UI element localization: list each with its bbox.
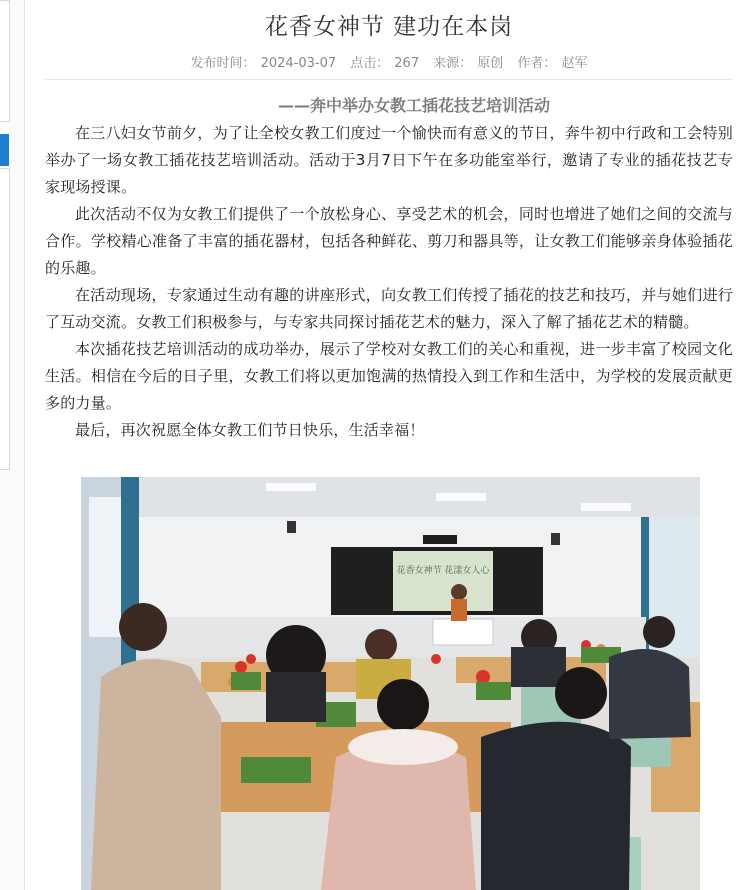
publish-time: 2024-03-07 (260, 56, 337, 71)
article-body (45, 120, 733, 444)
paragraph: 此次活动不仅为女教工们提供了一个放松身心、享受艺术的机会，同时也增进了她们之间的交流与合作。学校精心准备了丰富的插花器材，包括各种鲜花、剪刀和器具等，让女教工们能够亲身体验插花的乐趣。 (45, 205, 733, 277)
author: 赵军 (561, 56, 588, 71)
author-label: 作者： (517, 56, 557, 71)
screen-title: 花香女神节 花漾女人心 (396, 566, 490, 576)
activity-photo (81, 477, 700, 890)
sidebar-panel-top (0, 0, 10, 122)
article-meta (45, 52, 733, 80)
sidebar-active-tab[interactable] (0, 134, 9, 166)
sidebar-panel-list (0, 168, 10, 470)
click-count-label: 点击： (350, 56, 390, 71)
classroom-photo-illustration (81, 477, 700, 890)
article (45, 0, 733, 444)
click-count: 267 (394, 56, 420, 71)
paragraph: 本次插花技艺培训活动的成功举办，展示了学校对女教工们的关心和重视，进一步丰富了校园文化生活。相信在今后的日子里，女教工们将以更加饱满的热情投入到工作和生活中，为学校的发展贡献更多的力量。 (45, 340, 733, 412)
paragraph: 在三八妇女节前夕，为了让全校女教工们度过一个愉快而有意义的节日，奔牛初中行政和工会特别举办了一场女教工插花技艺培训活动。活动于3月7日下午在多功能室举行，邀请了专业的插花技艺专家现场授课。 (45, 124, 733, 196)
paragraph: 最后，再次祝愿全体女教工们节日快乐，生活幸福！ (75, 421, 425, 439)
article-subtitle: ——奔中举办女教工插花技艺培训活动 (277, 96, 550, 115)
source-label: 来源： (433, 56, 473, 71)
publish-time-label: 发布时间： (190, 56, 256, 71)
source: 原创 (477, 56, 504, 71)
left-sidebar (0, 0, 25, 890)
paragraph: 在活动现场，专家通过生动有趣的讲座形式，向女教工们传授了插花的技艺和技巧，并与她们进行了互动交流。女教工们积极参与，与专家共同探讨插花艺术的魅力，深入了解了插花艺术的精髓。 (45, 286, 733, 331)
article-title: 花香女神节 建功在本岗 (264, 14, 514, 40)
